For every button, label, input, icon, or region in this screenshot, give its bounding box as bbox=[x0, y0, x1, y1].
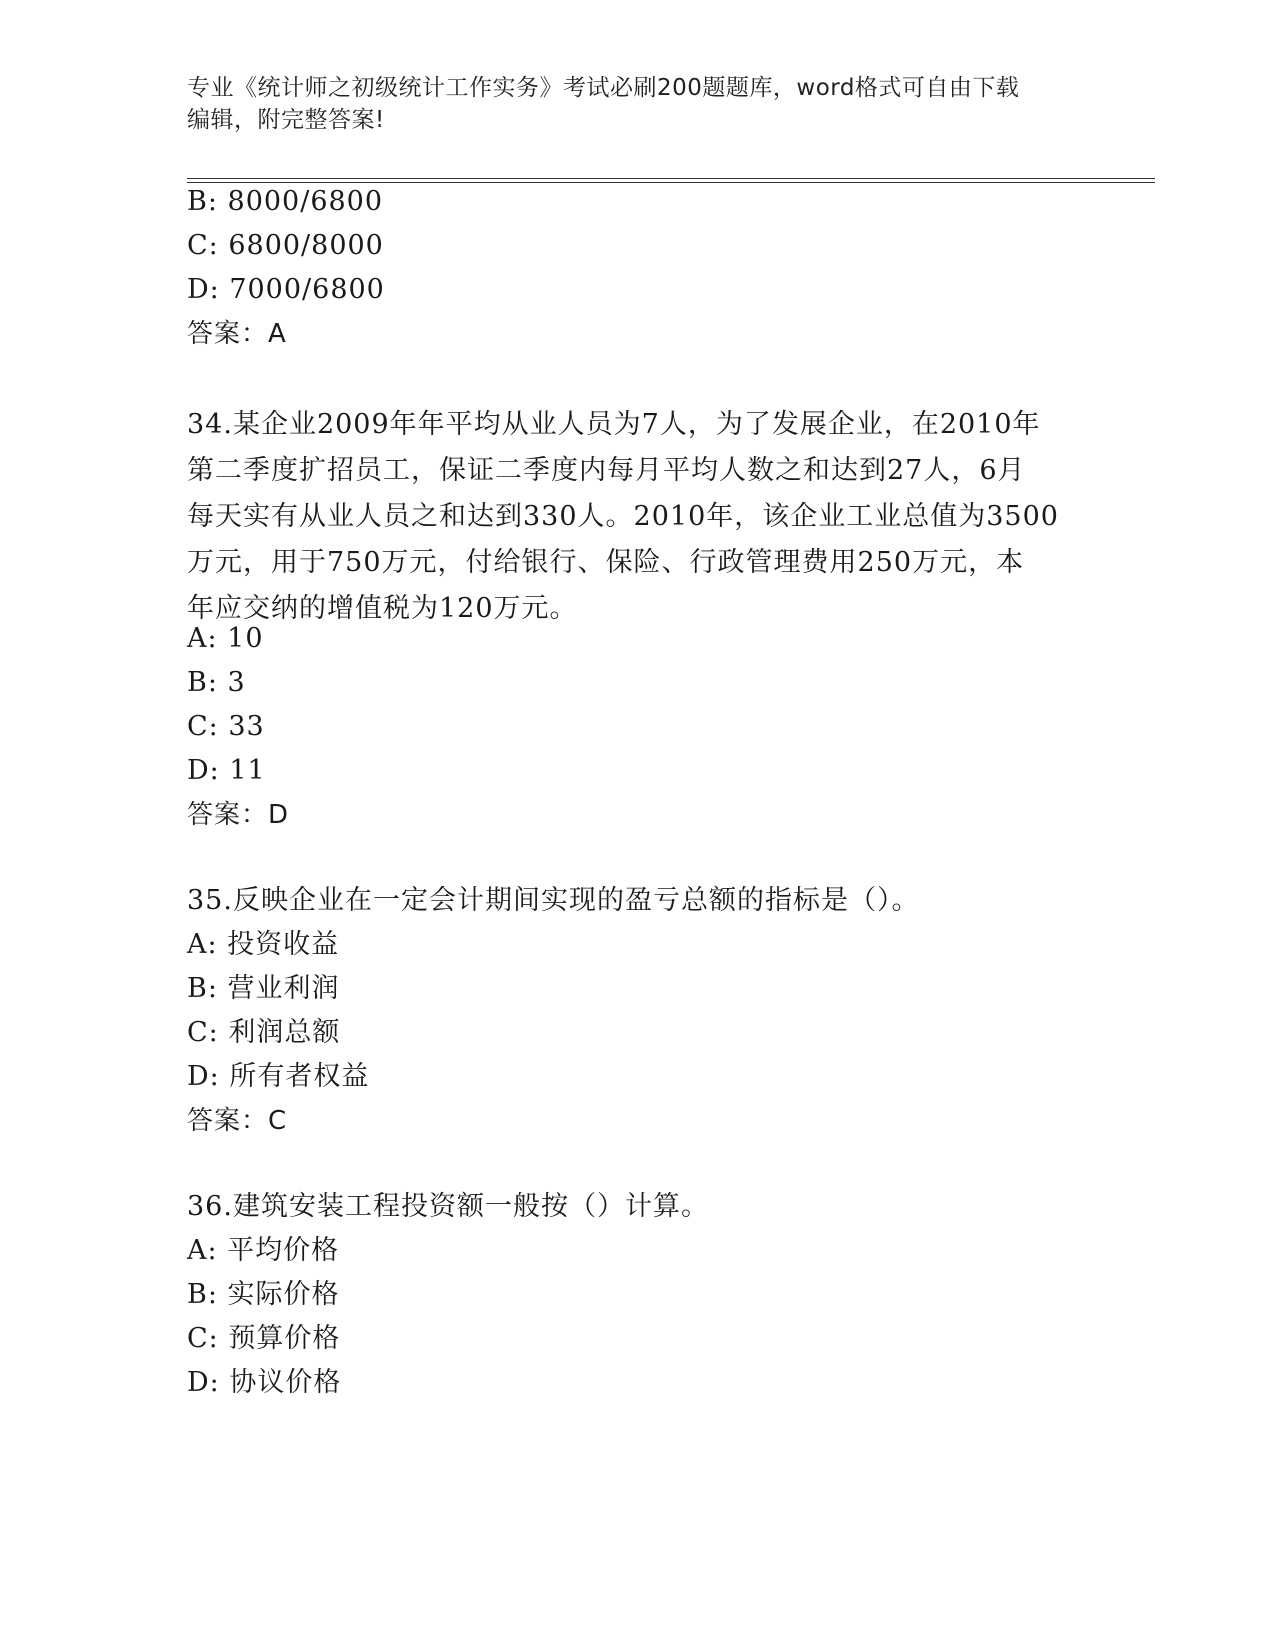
q33-answer: 答案：A bbox=[187, 319, 287, 349]
q34-answer: 答案：D bbox=[187, 800, 290, 830]
q35-stem: 35.反映企业在一定会计期间实现的盈亏总额的指标是（）。 bbox=[187, 885, 920, 916]
header-divider-top bbox=[187, 178, 1155, 179]
q35-option-c: C: 利润总额 bbox=[187, 1017, 341, 1048]
q36-option-a: A: 平均价格 bbox=[187, 1235, 340, 1266]
q35-option-a: A: 投资收益 bbox=[187, 929, 340, 960]
header-divider-bottom bbox=[187, 182, 1155, 183]
q35-answer: 答案：C bbox=[187, 1106, 288, 1136]
q35-option-d: D: 所有者权益 bbox=[187, 1061, 370, 1092]
q34-stem-line-4: 万元，用于750万元，付给银行、保险、行政管理费用250万元，本 bbox=[187, 547, 1025, 578]
q34-stem-line-5: 年应交纳的增值税为120万元。 bbox=[187, 593, 578, 624]
q36-stem: 36.建筑安装工程投资额一般按（）计算。 bbox=[187, 1191, 709, 1222]
header-title-line-2: 编辑，附完整答案! bbox=[187, 107, 385, 133]
q34-stem bbox=[187, 402, 1067, 632]
q34-stem-line-2: 第二季度扩招员工，保证二季度内每月平均人数之和达到27人，6月 bbox=[187, 455, 1026, 486]
q36-option-b: B: 实际价格 bbox=[187, 1279, 340, 1310]
header-title-line-1: 专业《统计师之初级统计工作实务》考试必刷200题题库，word格式可自由下载 bbox=[187, 75, 1020, 101]
q33-option-b: B: 8000/6800 bbox=[187, 186, 384, 217]
q36-option-c: C: 预算价格 bbox=[187, 1323, 341, 1354]
q34-option-b: B: 3 bbox=[187, 667, 246, 698]
q33-option-d: D: 7000/6800 bbox=[187, 274, 385, 305]
q36-option-d: D: 协议价格 bbox=[187, 1367, 342, 1398]
q33-option-c: C: 6800/8000 bbox=[187, 230, 384, 261]
q34-option-d: D: 11 bbox=[187, 755, 266, 786]
q34-stem-line-3: 每天实有从业人员之和达到330人。2010年，该企业工业总值为3500 bbox=[187, 501, 1059, 532]
q34-option-c: C: 33 bbox=[187, 711, 265, 742]
q34-option-a: A: 10 bbox=[187, 623, 264, 654]
q35-option-b: B: 营业利润 bbox=[187, 973, 340, 1004]
q34-stem-line-1: 34.某企业2009年年平均从业人员为7人，为了发展企业，在2010年 bbox=[187, 409, 1041, 440]
document-header bbox=[187, 72, 1067, 136]
